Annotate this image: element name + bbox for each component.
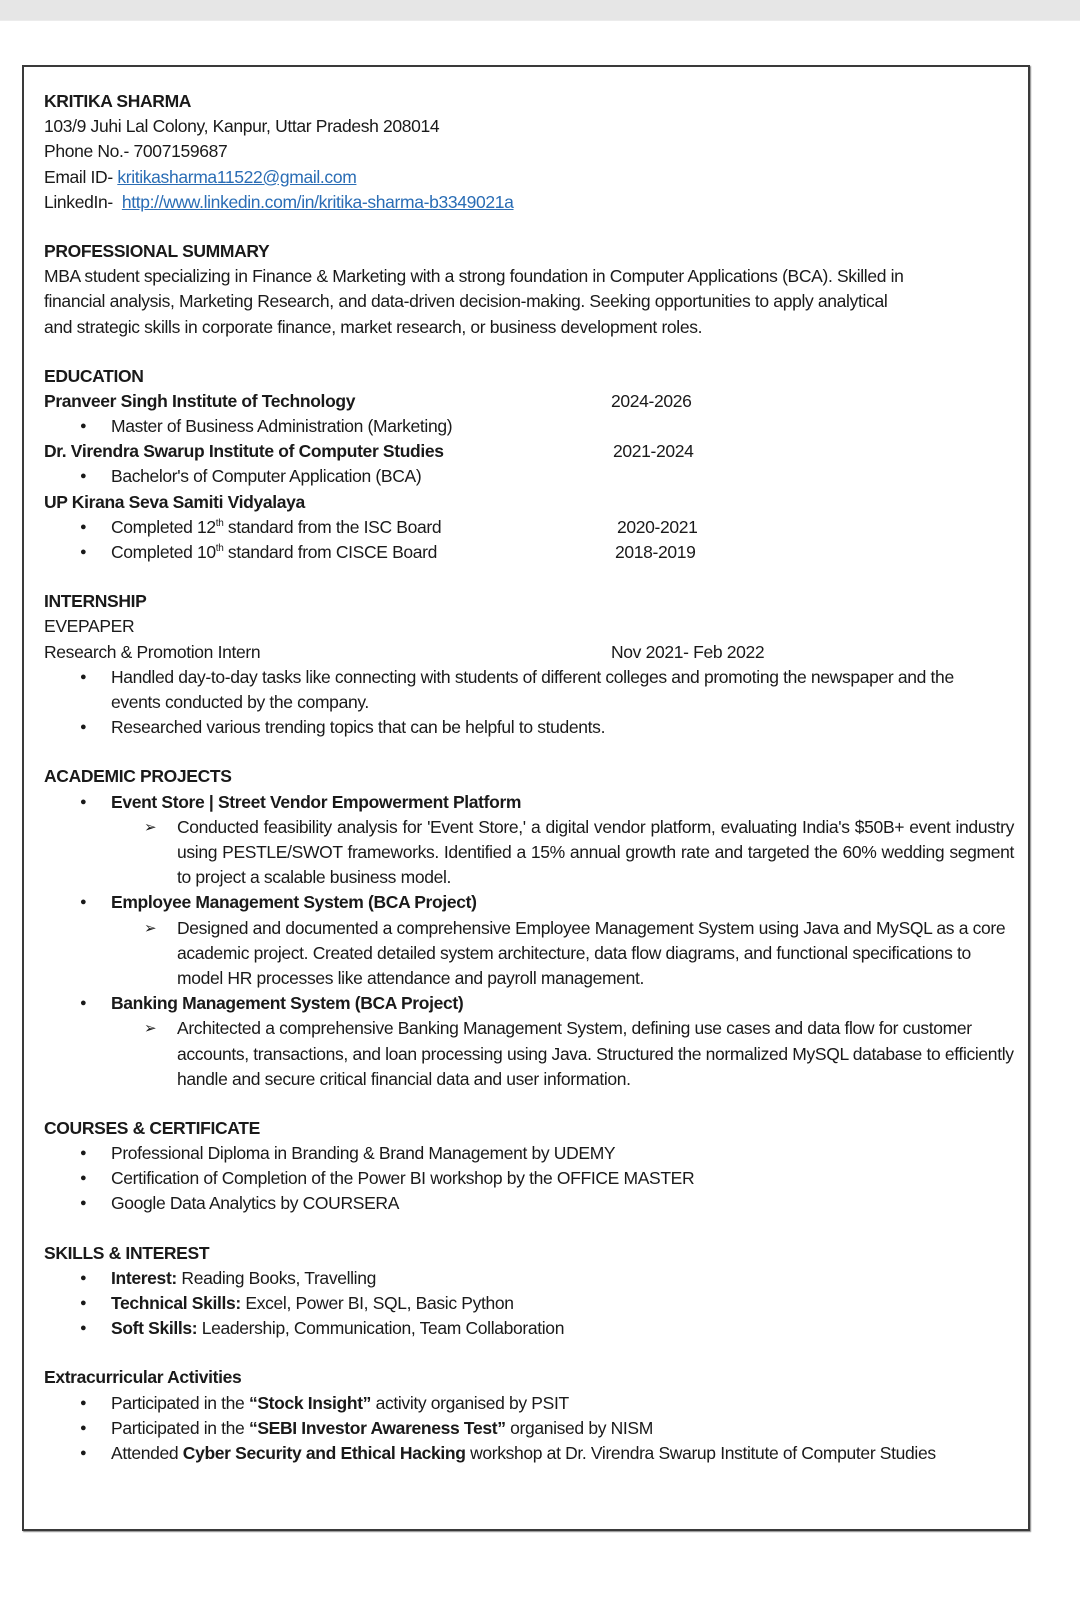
arrowhead-bullet-icon: ➢ <box>144 1020 157 1038</box>
project-name: ● Banking Management System (BCA Project) <box>44 991 1014 1016</box>
project-description: ➢ Architected a comprehensive Banking Management System, defining use cases and data flow for customer accounts, transactions, and loan processing using Java. Structured the normalized MySQL database to efficiently handle and secure critical financial data and user information. <box>144 1018 1014 1089</box>
project-name: ● Employee Management System (BCA Project) <box>44 890 1014 915</box>
skill-item: ● Technical Skills: Excel, Power BI, SQL, Basic Python <box>44 1291 1014 1316</box>
education-entry <box>44 389 1014 414</box>
section-title-skills: SKILLS & INTEREST <box>44 1242 210 1263</box>
section-title-extracurricular: Extracurricular Activities <box>44 1367 242 1388</box>
phone-label: Phone No.- <box>44 141 134 162</box>
resume-content <box>44 89 1014 1466</box>
arrowhead-bullet-icon: ➢ <box>144 919 157 937</box>
school-years: 2020-2021 <box>617 516 698 537</box>
institution-name: Dr. Virendra Swarup Institute of Computer Studies <box>44 441 444 462</box>
email-label: Email ID- <box>44 166 118 187</box>
linkedin-link[interactable]: http://www.linkedin.com/in/kritika-sharma-b3349021a <box>121 191 514 212</box>
skill-item: ● Interest: Reading Books, Travelling <box>44 1266 1014 1291</box>
summary-line: financial analysis, Marketing Research, and data-driven decision-making. Seeking opportunities to apply analytical <box>44 291 888 312</box>
course-item: ● Certification of Completion of the Power BI workshop by the OFFICE MASTER <box>44 1166 1014 1191</box>
arrowhead-bullet-icon: ➢ <box>144 818 157 836</box>
section-title-internship: INTERNSHIP <box>44 591 147 612</box>
candidate-name: KRITIKA SHARMA <box>44 91 192 111</box>
activity-item: ● Participated in the “SEBI Investor Awareness Test” organised by NISM <box>44 1416 1014 1441</box>
summary-line: and strategic skills in corporate finance, market research, or business development roles. <box>44 316 703 337</box>
viewer-top-bar <box>0 0 1080 21</box>
internship-bullet: ● Researched various trending topics that can be helpful to students. <box>44 715 1014 740</box>
internship-role-line <box>44 640 1014 665</box>
activity-item: ● Participated in the “Stock Insight” activity organised by PSIT <box>44 1391 1014 1416</box>
project-name: ● Event Store | Street Vendor Empowerment Platform <box>44 790 1014 815</box>
section-title-summary: PROFESSIONAL SUMMARY <box>44 240 270 261</box>
linkedin-label: LinkedIn- <box>44 191 122 212</box>
internship-dates: Nov 2021- Feb 2022 <box>611 641 765 662</box>
internship-company: EVEPAPER <box>44 616 135 637</box>
school-item: ● Completed 10th standard from CISCE Board 2018-2019 <box>44 540 1014 565</box>
education-entry <box>44 439 1014 464</box>
email-line <box>44 165 1014 190</box>
education-years: 2021-2024 <box>613 441 694 462</box>
section-title-courses: COURSES & CERTIFICATE <box>44 1117 260 1138</box>
education-detail: ● Master of Business Administration (Marketing) <box>44 414 1014 439</box>
education-detail: ● Bachelor's of Computer Application (BCA) <box>44 464 1014 489</box>
school-years: 2018-2019 <box>615 542 696 562</box>
section-title-education: EDUCATION <box>44 365 144 386</box>
activity-item: ● Attended Cyber Security and Ethical Hacking workshop at Dr. Virendra Swarup Institute of Computer Studies <box>44 1441 1014 1466</box>
email-link[interactable]: kritikasharma11522@gmail.com <box>117 166 357 187</box>
phone-number: 7007159687 <box>133 141 228 162</box>
skill-item: ● Soft Skills: Leadership, Communication, Team Collaboration <box>44 1316 1014 1341</box>
summary-line: MBA student specializing in Finance & Marketing with a strong foundation in Computer Applications (BCA). Skilled in <box>44 266 904 287</box>
internship-role: Research & Promotion Intern <box>44 641 261 662</box>
internship-bullet: ● Handled day-to-day tasks like connecting with students of different colleges and promoting the newspaper and the events conducted by the company. <box>44 665 1014 715</box>
linkedin-line <box>44 190 1014 215</box>
phone-line <box>44 139 1014 164</box>
project-description: ➢ Conducted feasibility analysis for 'Event Store,' a digital vendor platform, evaluating India's $50B+ event industry using PESTLE/SWOT frameworks. Identified a 15% annual growth rate and targeted the 60% wedding segment to project a scalable business model. <box>144 816 1014 888</box>
course-item: ● Google Data Analytics by COURSERA <box>44 1191 1014 1216</box>
institution-name: UP Kirana Seva Samiti Vidyalaya <box>44 491 305 512</box>
address: 103/9 Juhi Lal Colony, Kanpur, Uttar Pradesh 208014 <box>44 116 440 137</box>
section-title-projects: ACADEMIC PROJECTS <box>44 766 232 787</box>
education-years: 2024-2026 <box>611 390 692 411</box>
institution-name: Pranveer Singh Institute of Technology <box>44 390 356 411</box>
course-item: ● Professional Diploma in Branding & Brand Management by UDEMY <box>44 1141 1014 1166</box>
school-item: ● Completed 12th standard from the ISC Board 2020-2021 <box>44 515 1014 540</box>
resume-document <box>22 65 1030 1531</box>
project-description: ➢ Designed and documented a comprehensive Employee Management System using Java and MySQL as a core academic project. Created detailed system architecture, data flow diagrams, and functional specifications to model HR processes like attendance and payroll management. <box>144 917 1006 988</box>
